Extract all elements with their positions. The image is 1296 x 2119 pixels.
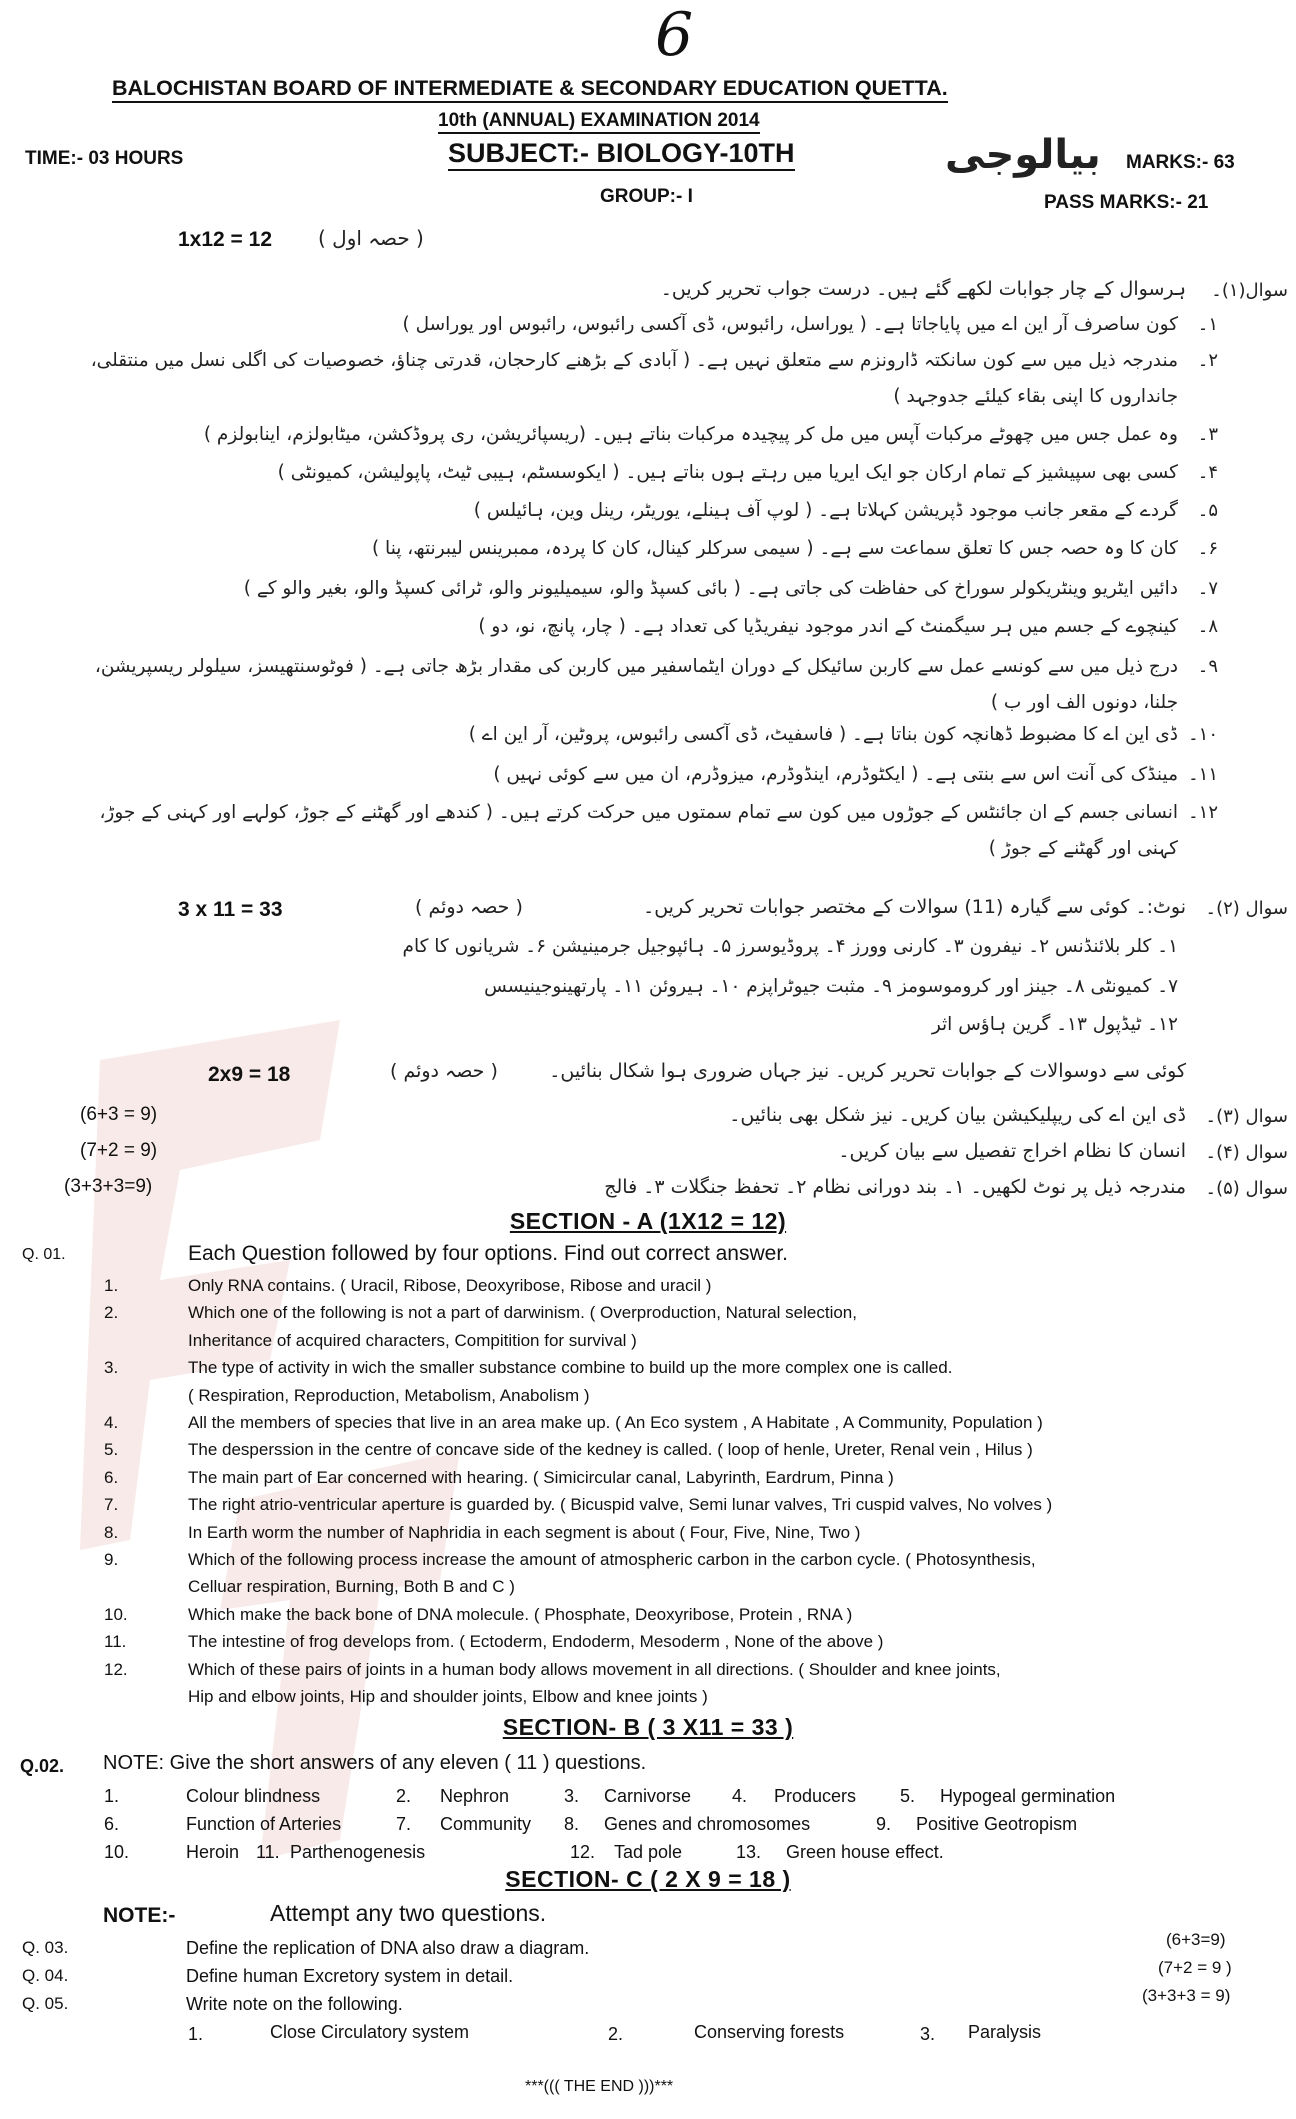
section-a-title [0,1208,1296,1235]
urdu-mcq-text: کسی بھی سپیشیز کے تمام ارکان جو ایک ایریا میں رہتے ہوں بناتے ہیں۔ ( ایکوسسٹم، ہیبی ٹیٹ، پاپولیشن، کمیونٹی ) [277,462,1178,483]
mcq-number: 4. [104,1413,119,1432]
the-end: ***((( THE END )))*** [525,2078,674,2095]
urdu-q2-line2: ۷۔ کمیونٹی ۸۔ جینز اور کروموسومز ۹۔ مثبت جیوٹراپزم ۱۰۔ ہیروئن ۱۱۔ پارتھینوجینیسس [484,976,1178,997]
mcq-text: Only RNA contains. ( Uracil, Ribose, Deoxyribose, Ribose and uracil ) [188,1276,712,1295]
urdu-q5-label: سوال (۵)۔ [1205,1178,1288,1199]
urdu-mcq-text: انسانی جسم کے ان جائنٹس کے جوڑوں میں کون سے تمام سمتوں میں حرکت کرتے ہیں۔ ( کندھے اور گھٹنے کے جوڑ، کولہے اور کہنی کے جوڑ، [99,802,1178,823]
mcq-text-continued: Inheritance of acquired characters, Compitition for survival ) [188,1330,637,1350]
urdu-mcq-number: ۴۔ [1197,462,1218,483]
short-question-text: Hypogeal germination [940,1786,1116,1806]
short-question-text: Tad pole [614,1842,683,1862]
urdu-mcq-number: ۱۱۔ [1188,764,1218,785]
urdu-mcq-text-continued: جلنا، دونوں الف اور ب ) [990,692,1178,713]
long-question-text: Define human Excretory system in detail. [186,1966,514,1986]
short-question-text: Function of Arteries [186,1814,342,1834]
section-a-title-text: SECTION - A (1X12 = 12) [509,1208,787,1234]
mcq-text: Which one of the following is not a part of darwinism. ( Overproduction, Natural selection, [188,1303,857,1323]
long-question-label: Q. 05. [22,1994,69,2013]
short-question-number: 3. [564,1786,580,1806]
time-allowed: TIME:- 03 HOURS [25,148,184,169]
mcq-number: 1. [104,1276,119,1295]
urdu-mcq-text-continued: جانداروں کا اپنی بقاء کیلئے جدوجہد ) [893,386,1178,407]
short-question-number: 11. [256,1842,280,1862]
urdu-part1-title: ( حصہ اول ) [318,226,424,250]
section-c-title-text: SECTION- C ( 2 X 9 = 18 ) [505,1866,791,1892]
q1-instruction: Each Question followed by four options. Find out correct answer. [188,1242,788,1265]
urdu-part3-intro: کوئی سے دوسوالات کے جوابات تحریر کریں۔ نیز جہاں ضروری ہوا شکال بنائیں۔ [549,1060,1186,1082]
urdu-mcq-text: دائیں ایٹریو وینٹریکولر سوراخ کی حفاظت کی جاتی ہے۔ ( بائی کسپڈ والو، سیمیلیونر والو، ٹرائی کسپڈ والو، بغیر والو کے ) [243,578,1178,599]
urdu-mcq-text: درج ذیل میں سے کونسے عمل سے کاربن سائیکل کے دوران ایٹماسفیر میں کاربن کی مقدار بڑھ جاتی ہے۔ ( فوٹوسنتھیسز، سیلولر ریسپریشن، [94,656,1178,677]
mcq-number: 8. [104,1522,119,1542]
section-b-title-text: SECTION- B ( 3 X11 = 33 ) [502,1714,794,1740]
urdu-mcq-text: وہ عمل جس میں چھوٹے مرکبات آپس میں مل کر پیچیدہ مرکبات بناتے ہیں۔ (ریسپائریشن، ری پروڈکشن، میٹابولزم، اینابولزم ) [203,424,1178,445]
urdu-part3-title: ( حصہ دوئم ) [390,1060,498,1082]
urdu-mcq-text: کون ساصرف آر این اے میں پایاجاتا ہے۔ ( یوراسل، رائبوس، ڈی آکسی رائبوس، رائبوس اور یوراسل ) [402,314,1178,335]
mcq-text: Which make the back bone of DNA molecule. ( Phosphate, Deoxyribose, Protein , RNA ) [188,1604,853,1624]
board-name: BALOCHISTAN BOARD OF INTERMEDIATE & SECONDARY EDUCATION QUETTA. [112,76,948,103]
short-question-number: 10. [104,1842,130,1862]
long-question-marks: (6+3=9) [1166,1930,1226,1949]
long-question-text: Write note on the following. [186,1994,403,2014]
note-item-text: Conserving forests [694,2022,845,2042]
mcq-text: Which of the following process increase the amount of atmospheric carbon in the carbon cycle. ( Photosynthesis, [188,1550,1036,1569]
mcq-number: 3. [104,1358,119,1378]
urdu-mcq-number: ۱۲۔ [1188,802,1218,823]
mcq-text-continued: Celluar respiration, Burning, Both B and C ) [188,1577,515,1597]
short-question-number: 5. [900,1786,916,1806]
long-question-marks: (7+2 = 9 ) [1158,1958,1232,1977]
mcq-number: 2. [104,1303,119,1323]
mcq-text: In Earth worm the number of Naphridia in each segment is about ( Four, Five, Nine, Two ) [188,1522,861,1542]
note-item-number: 3. [920,2024,936,2044]
short-question-number: 1. [104,1786,120,1806]
urdu-q2-line1: ۱۔ کلر بلائنڈنس ۲۔ نیفرون ۳۔ کارنی وورز ۴۔ پروڈیوسرز ۵۔ ہائپوجیل جرمینیشن ۶۔ شریانوں کا کام [402,936,1178,957]
mcq-number: 6. [104,1467,119,1487]
urdu-mcq-text: مندرجہ ذیل میں سے کون سانکتہ ڈارونزم سے متعلق نہیں ہے۔ ( آبادی کے بڑھنے کارحجان، قدرتی چناؤ، خصوصیات کی اگلی نسل میں منتقلی، [90,350,1178,371]
note-item-number: 1. [188,2024,204,2044]
short-question-text: Positive Geotropism [916,1814,1078,1834]
mcq-text: The type of activity in wich the smaller substance combine to build up the more complex one is called. [188,1358,953,1378]
urdu-q4-text: انسان کا نظام اخراج تفصیل سے بیان کریں۔ [838,1140,1186,1162]
subject-title: SUBJECT:- BIOLOGY-10TH [448,138,795,171]
urdu-q3-marks: (6+3 = 9) [80,1104,158,1125]
long-question-text: Define the replication of DNA also draw a diagram. [186,1938,590,1958]
short-question-text: Producers [774,1786,857,1806]
pass-marks: PASS MARKS:- 21 [1044,192,1209,213]
short-question-text: Genes and chromosomes [604,1814,811,1834]
long-question-label: Q. 04. [22,1966,69,1985]
mcq-number: 7. [104,1495,119,1515]
short-question-text: Colour blindness [186,1786,321,1806]
mcq-text-continued: ( Respiration, Reproduction, Metabolism, Anabolism ) [188,1385,590,1405]
urdu-part3-marks: 2x9 = 18 [208,1063,291,1086]
short-question-text: Community [440,1814,532,1834]
long-question-label: Q. 03. [22,1938,69,1957]
section-c-title [0,1866,1296,1893]
mcq-text: The desperssion in the centre of concave side of the kedney is called. ( loop of henle, Ureter, Renal vein , Hilus ) [188,1440,1033,1460]
mcq-number: 10. [104,1604,128,1624]
short-question-text: Heroin [186,1842,240,1862]
group: GROUP:- I [600,186,693,207]
urdu-mcq-text: ڈی این اے کا مضبوط ڈھانچہ کون بناتا ہے۔ ( فاسفیٹ، ڈی آکسی رائبوس، پروٹین، آر این اے ) [468,724,1178,745]
urdu-mcq-number: ۸۔ [1197,616,1218,637]
urdu-part2-marks: 3 x 11 = 33 [178,898,283,921]
urdu-mcq-number: ۵۔ [1197,500,1218,521]
short-question-number: 8. [564,1814,580,1834]
urdu-mcq-number: ۷۔ [1197,578,1218,599]
urdu-q4-marks: (7+2 = 9) [80,1140,158,1161]
urdu-q4-label: سوال (۴)۔ [1205,1142,1288,1163]
urdu-q1-label: سوال(۱)۔ [1211,280,1288,301]
mcq-text: Which of these pairs of joints in a human body allows movement in all directions. ( Shoulder and knee joints, [188,1659,1001,1679]
urdu-part2-title: ( حصہ دوئم ) [415,896,523,918]
short-question-number: 13. [736,1842,762,1862]
page-number: 6 [655,0,694,70]
note-item-number: 2. [608,2024,624,2044]
q2-label: Q.02. [20,1756,65,1776]
short-question-number: 6. [104,1814,120,1834]
urdu-mcq-number: ۱۰۔ [1188,724,1218,745]
mcq-text-continued: Hip and elbow joints, Hip and shoulder joints, Elbow and knee joints ) [188,1687,708,1706]
urdu-mcq-text: کان کا وہ حصہ جس کا تعلق سماعت سے ہے۔ ( سیمی سرکلر کینال، کان کا پردہ، ممبرینس لیبرنتھ، پنا ) [371,538,1178,559]
short-question-number: 9. [876,1814,892,1834]
urdu-mcq-number: ۳۔ [1197,424,1218,445]
urdu-q3-label: سوال (۳)۔ [1205,1106,1288,1127]
urdu-q1-intro: ہرسوال کے چار جوابات لکھے گئے ہیں۔ درست جواب تحریر کریں۔ [660,278,1186,300]
mcq-number: 12. [104,1659,128,1679]
urdu-mcq-text: گردے کے مقعر جانب موجود ڈپریشن کہلاتا ہے۔ ( لوپ آف ہینلے، یوریٹر، رینل وین، ہائیلس ) [473,500,1178,521]
mcq-text: The main part of Ear concerned with hearing. ( Simicircular canal, Labyrinth, Eardrum, Pinna ) [188,1467,894,1487]
urdu-mcq-text: مینڈک کی آنت اس سے بنتی ہے۔ ( ایکٹوڈرم، اینڈوڈرم، میزوڈرم، ان میں سے کوئی نہیں ) [493,764,1178,785]
short-question-text: Green house effect. [786,1842,944,1862]
urdu-q5-text: مندرجہ ذیل پر نوٹ لکھیں۔ ۱۔ بند دورانی نظام ۲۔ تحفظ جنگلات ۳۔ فالج [604,1176,1186,1198]
short-question-number: 2. [396,1786,412,1806]
mcq-text: The right atrio-ventricular aperture is guarded by. ( Bicuspid valve, Semi lunar valves, Tri cuspid valves, No volves ) [188,1495,1053,1515]
mcq-text: The intestine of frog develops from. ( Ectoderm, Endoderm, Mesoderm , None of the above ) [188,1632,884,1652]
total-marks: MARKS:- 63 [1126,152,1235,173]
section-c-note-label: NOTE:- [103,1904,176,1927]
note-item-text: Paralysis [968,2022,1042,2042]
urdu-mcq-number: ۲۔ [1197,350,1218,371]
short-question-text: Parthenogenesis [290,1842,426,1862]
short-question-number: 12. [570,1842,596,1862]
short-question-text: Carnivorse [604,1786,692,1806]
mcq-text: All the members of species that live in an area make up. ( An Eco system , A Habitate , A Community, Population ) [188,1413,1043,1432]
urdu-mcq-text-continued: کہنی اور گھٹنے کے جوڑ ) [988,838,1178,859]
urdu-mcq-number: ۹۔ [1197,656,1218,677]
short-question-number: 7. [396,1814,412,1834]
note-item-text: Close Circulatory system [270,2022,470,2042]
mcq-number: 11. [104,1632,127,1652]
urdu-mcq-number: ۶۔ [1197,538,1218,559]
urdu-q3-text: ڈی این اے کی ریپلیکیشن بیان کریں۔ نیز شکل بھی بنائیں۔ [729,1104,1186,1126]
section-b-title [0,1714,1296,1741]
urdu-q5-marks: (3+3+3=9) [64,1176,153,1197]
exam-title: 10th (ANNUAL) EXAMINATION 2014 [438,110,760,134]
short-question-number: 4. [732,1786,748,1806]
mcq-number: 5. [104,1440,119,1460]
urdu-mcq-text: کینچوے کے جسم میں ہر سیگمنٹ کے اندر موجود نیفریڈیا کی تعداد ہے۔ ( چار، پانچ، نو، دو ) [478,616,1178,637]
urdu-part1-marks: 1x12 = 12 [178,228,273,251]
section-c-note: Attempt any two questions. [270,1900,547,1926]
long-question-marks: (3+3+3 = 9) [1142,1986,1231,2005]
mcq-number: 9. [104,1550,119,1569]
q2-note: NOTE: Give the short answers of any eleven ( 11 ) questions. [103,1752,647,1774]
urdu-q2-note: نوٹ:۔ کوئی سے گیارہ (11) سوالات کے مختصر جوابات تحریر کریں۔ [643,896,1186,918]
short-question-text: Nephron [440,1786,510,1806]
urdu-q2-line3: ۱۲۔ ٹیڈپول ۱۳۔ گرین ہاؤس اثر [931,1014,1178,1035]
urdu-mcq-number: ۱۔ [1197,314,1218,335]
subject-urdu: بیالوجی [945,132,1101,178]
urdu-q2-label: سوال (۲)۔ [1205,898,1288,919]
q1-label: Q. 01. [22,1246,66,1263]
